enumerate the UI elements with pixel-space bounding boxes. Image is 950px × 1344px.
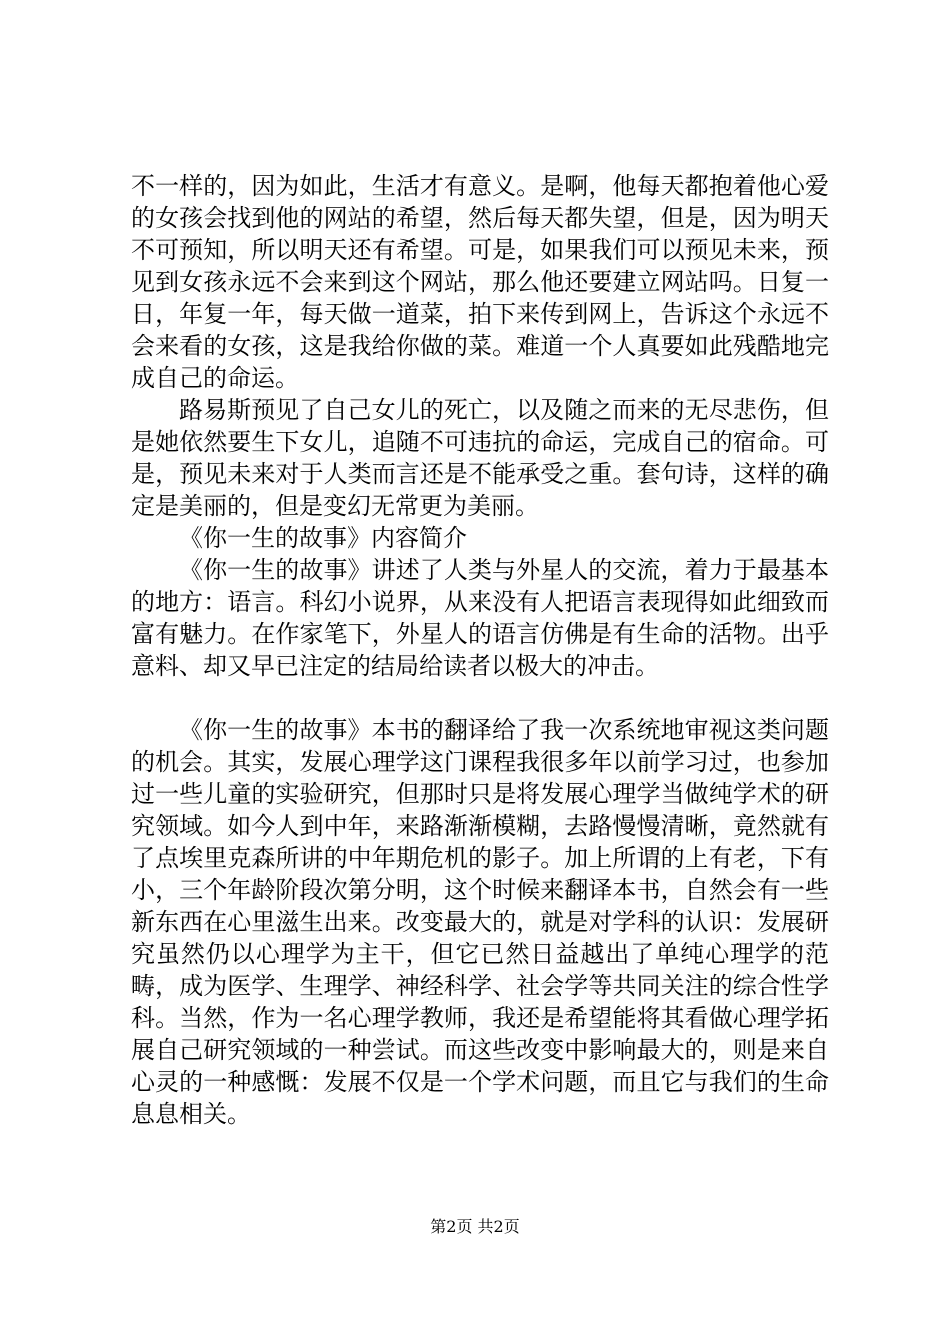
- document-body: [131, 170, 829, 1130]
- paragraph-louise: 路易斯预见了自己女儿的死亡，以及随之而来的无尽悲伤，但是她依然要生下女儿，追随不可违抗的命运，完成自己的宿命。可是，预见未来对于人类而言还是不能承受之重。套句诗，这样的确定是美丽的，但是变幻无常更为美丽。: [131, 396, 829, 520]
- paragraph-gap: [131, 682, 829, 714]
- paragraph-continuation: 不一样的，因为如此，生活才有意义。是啊，他每天都抱着他心爱的女孩会找到他的网站的希望，然后每天都失望，但是，因为明天不可预知，所以明天还有希望。可是，如果我们可以预见未来，预见到女孩永远不会来到这个网站，那么他还要建立网站吗。日复一日，年复一年，每天做一道菜，拍下来传到网上，告诉这个永远不会来看的女孩，这是我给你做的菜。难道一个人真要如此残酷地完成自己的命运。: [131, 172, 829, 392]
- section-heading: 《你一生的故事》内容简介: [179, 524, 467, 552]
- paragraph-summary: 《你一生的故事》讲述了人类与外星人的交流，着力于最基本的地方：语言。科幻小说界，从来没有人把语言表现得如此细致而富有魅力。在作家笔下，外星人的语言仿佛是有生命的活物。出乎意料、却又早已注定的结局给读者以极大的冲击。: [131, 556, 829, 680]
- page-footer: 第2页 共2页: [430, 1217, 520, 1236]
- paragraph-translation: 《你一生的故事》本书的翻译给了我一次系统地审视这类问题的机会。其实，发展心理学这门课程我很多年以前学习过，也参加过一些儿童的实验研究，但那时只是将发展心理学当做纯学术的研究领域。如今人到中年，来路渐渐模糊，去路慢慢清晰，竟然就有了点埃里克森所讲的中年期危机的影子。加上所谓的上有老，下有小，三个年龄阶段次第分明，这个时候来翻译本书，自然会有一些新东西在心里滋生出来。改变最大的，就是对学科的认识：发展研究虽然仍以心理学为主干，但它已然日益越出了单纯心理学的范畴，成为医学、生理学、神经科学、社会学等共同关注的综合性学科。当然，作为一名心理学教师，我还是希望能将其看做心理学拓展自己研究领域的一种尝试。而这些改变中影响最大的，则是来自心灵的一种感慨：发展不仅是一个学术问题，而且它与我们的生命息息相关。: [131, 716, 829, 1128]
